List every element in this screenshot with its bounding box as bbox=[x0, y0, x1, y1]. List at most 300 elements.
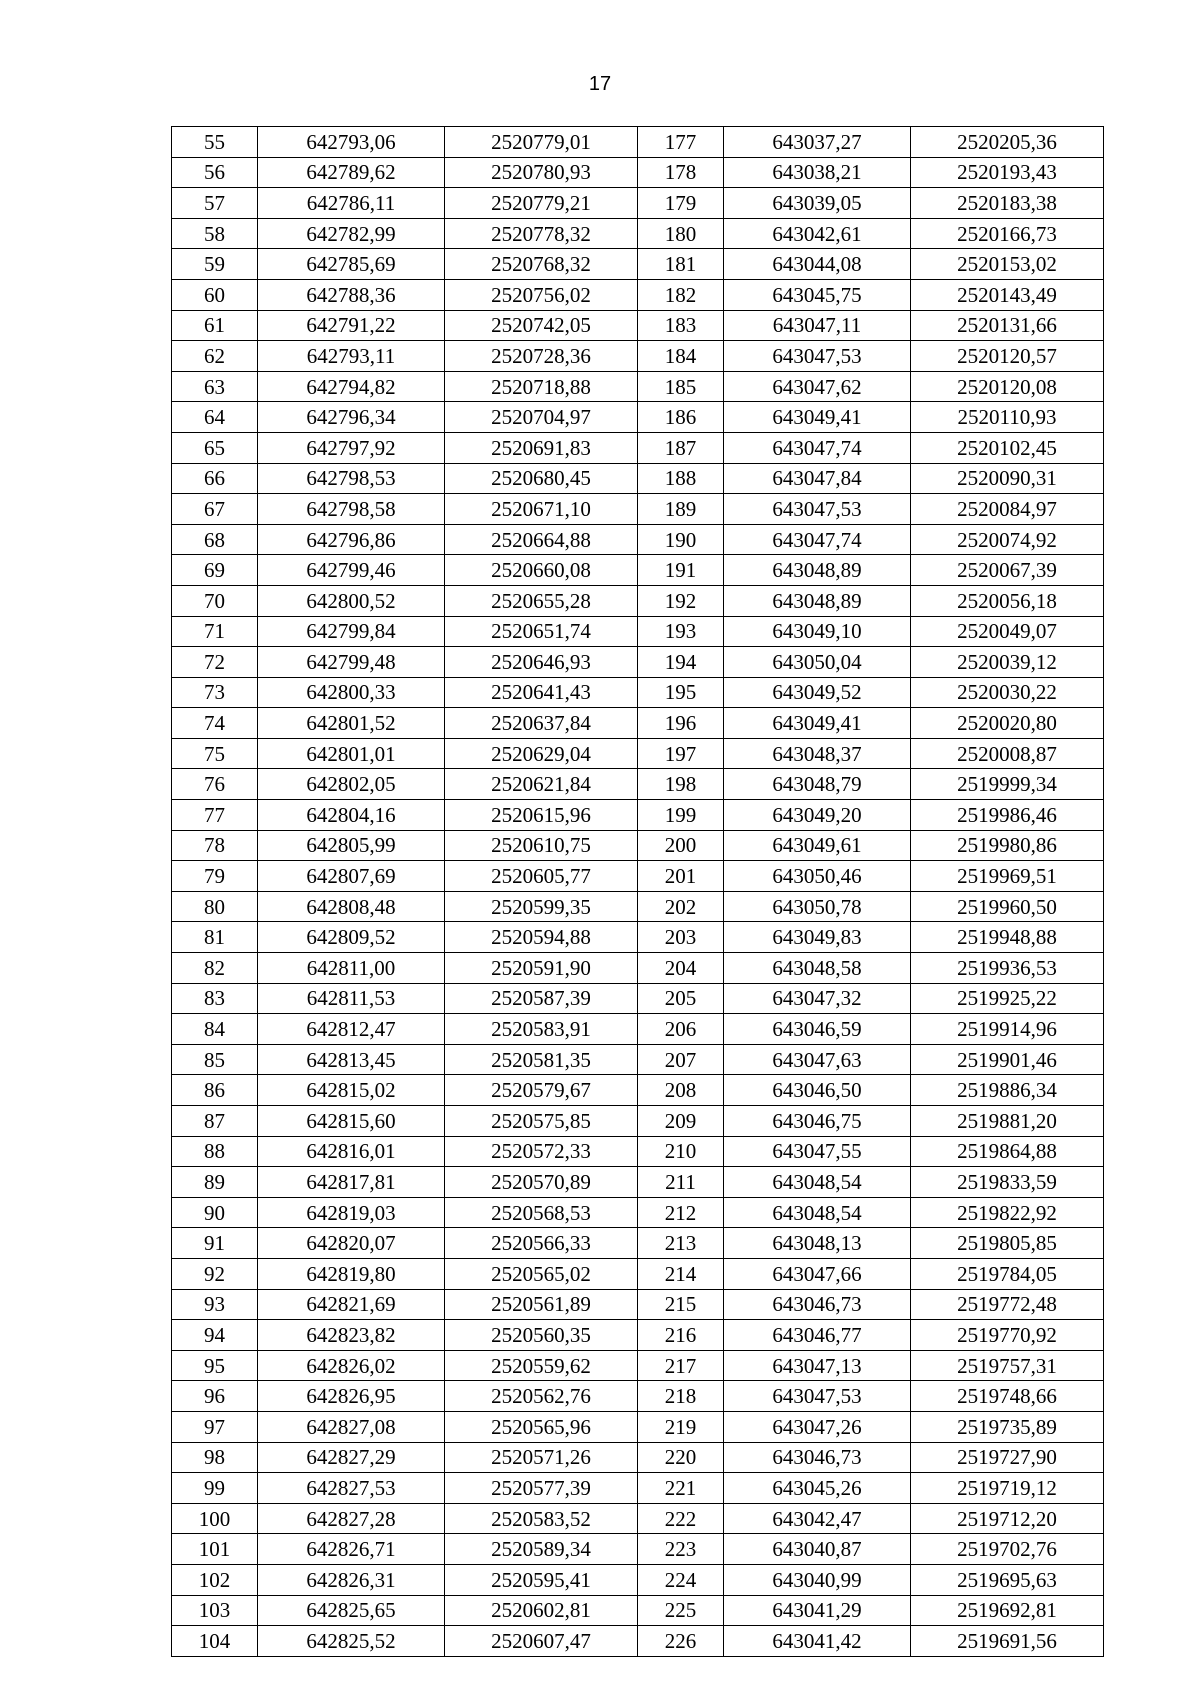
point-number-right: 195 bbox=[638, 677, 724, 708]
point-number-left: 55 bbox=[172, 127, 258, 158]
point-number-left: 98 bbox=[172, 1442, 258, 1473]
point-number-right: 198 bbox=[638, 769, 724, 800]
point-number-right: 205 bbox=[638, 983, 724, 1014]
point-number-right: 223 bbox=[638, 1534, 724, 1565]
table-row bbox=[172, 494, 1104, 525]
y-coordinate-right: 2520143,49 bbox=[911, 279, 1104, 310]
point-number-left: 57 bbox=[172, 188, 258, 219]
table-row bbox=[172, 1014, 1104, 1045]
y-coordinate-right: 2520153,02 bbox=[911, 249, 1104, 280]
x-coordinate-left: 642820,07 bbox=[258, 1228, 445, 1259]
point-number-left: 56 bbox=[172, 157, 258, 188]
x-coordinate-left: 642785,69 bbox=[258, 249, 445, 280]
point-number-left: 90 bbox=[172, 1197, 258, 1228]
point-number-left: 87 bbox=[172, 1106, 258, 1137]
point-number-left: 93 bbox=[172, 1289, 258, 1320]
point-number-right: 191 bbox=[638, 555, 724, 586]
point-number-right: 220 bbox=[638, 1442, 724, 1473]
point-number-left: 75 bbox=[172, 738, 258, 769]
y-coordinate-left: 2520768,32 bbox=[445, 249, 638, 280]
point-number-left: 81 bbox=[172, 922, 258, 953]
y-coordinate-right: 2519719,12 bbox=[911, 1473, 1104, 1504]
y-coordinate-right: 2519925,22 bbox=[911, 983, 1104, 1014]
point-number-left: 97 bbox=[172, 1411, 258, 1442]
x-coordinate-left: 642807,69 bbox=[258, 861, 445, 892]
table-row bbox=[172, 279, 1104, 310]
table-row bbox=[172, 402, 1104, 433]
y-coordinate-left: 2520605,77 bbox=[445, 861, 638, 892]
table-row bbox=[172, 1442, 1104, 1473]
point-number-left: 72 bbox=[172, 647, 258, 678]
y-coordinate-left: 2520691,83 bbox=[445, 432, 638, 463]
y-coordinate-right: 2520102,45 bbox=[911, 432, 1104, 463]
y-coordinate-left: 2520680,45 bbox=[445, 463, 638, 494]
x-coordinate-left: 642796,86 bbox=[258, 524, 445, 555]
y-coordinate-right: 2519748,66 bbox=[911, 1381, 1104, 1412]
point-number-left: 96 bbox=[172, 1381, 258, 1412]
x-coordinate-right: 643049,41 bbox=[724, 402, 911, 433]
x-coordinate-right: 643046,73 bbox=[724, 1442, 911, 1473]
x-coordinate-left: 642817,81 bbox=[258, 1167, 445, 1198]
table-row bbox=[172, 432, 1104, 463]
x-coordinate-right: 643039,05 bbox=[724, 188, 911, 219]
y-coordinate-right: 2519712,20 bbox=[911, 1503, 1104, 1534]
x-coordinate-left: 642791,22 bbox=[258, 310, 445, 341]
point-number-left: 91 bbox=[172, 1228, 258, 1259]
point-number-right: 190 bbox=[638, 524, 724, 555]
x-coordinate-right: 643041,42 bbox=[724, 1626, 911, 1657]
x-coordinate-left: 642825,52 bbox=[258, 1626, 445, 1657]
x-coordinate-right: 643046,50 bbox=[724, 1075, 911, 1106]
x-coordinate-left: 642812,47 bbox=[258, 1014, 445, 1045]
x-coordinate-right: 643049,10 bbox=[724, 616, 911, 647]
point-number-left: 61 bbox=[172, 310, 258, 341]
y-coordinate-right: 2520074,92 bbox=[911, 524, 1104, 555]
y-coordinate-left: 2520615,96 bbox=[445, 800, 638, 831]
point-number-left: 66 bbox=[172, 463, 258, 494]
table-row bbox=[172, 616, 1104, 647]
y-coordinate-right: 2519881,20 bbox=[911, 1106, 1104, 1137]
x-coordinate-left: 642815,02 bbox=[258, 1075, 445, 1106]
table-row bbox=[172, 1595, 1104, 1626]
point-number-right: 183 bbox=[638, 310, 724, 341]
y-coordinate-right: 2519886,34 bbox=[911, 1075, 1104, 1106]
table-row bbox=[172, 157, 1104, 188]
y-coordinate-left: 2520756,02 bbox=[445, 279, 638, 310]
y-coordinate-left: 2520589,34 bbox=[445, 1534, 638, 1565]
point-number-right: 188 bbox=[638, 463, 724, 494]
x-coordinate-left: 642805,99 bbox=[258, 830, 445, 861]
x-coordinate-right: 643038,21 bbox=[724, 157, 911, 188]
y-coordinate-left: 2520595,41 bbox=[445, 1564, 638, 1595]
table-row bbox=[172, 1473, 1104, 1504]
y-coordinate-right: 2520056,18 bbox=[911, 585, 1104, 616]
y-coordinate-left: 2520779,01 bbox=[445, 127, 638, 158]
y-coordinate-right: 2519727,90 bbox=[911, 1442, 1104, 1473]
table-row bbox=[172, 953, 1104, 984]
point-number-left: 99 bbox=[172, 1473, 258, 1504]
x-coordinate-right: 643048,79 bbox=[724, 769, 911, 800]
point-number-left: 80 bbox=[172, 891, 258, 922]
point-number-left: 82 bbox=[172, 953, 258, 984]
y-coordinate-left: 2520559,62 bbox=[445, 1350, 638, 1381]
table-row bbox=[172, 1350, 1104, 1381]
x-coordinate-left: 642782,99 bbox=[258, 218, 445, 249]
point-number-left: 95 bbox=[172, 1350, 258, 1381]
point-number-right: 187 bbox=[638, 432, 724, 463]
point-number-left: 89 bbox=[172, 1167, 258, 1198]
y-coordinate-left: 2520579,67 bbox=[445, 1075, 638, 1106]
y-coordinate-right: 2520090,31 bbox=[911, 463, 1104, 494]
y-coordinate-right: 2520020,80 bbox=[911, 708, 1104, 739]
table-row bbox=[172, 524, 1104, 555]
y-coordinate-left: 2520566,33 bbox=[445, 1228, 638, 1259]
point-number-left: 88 bbox=[172, 1136, 258, 1167]
x-coordinate-right: 643049,52 bbox=[724, 677, 911, 708]
table-row bbox=[172, 555, 1104, 586]
y-coordinate-left: 2520599,35 bbox=[445, 891, 638, 922]
point-number-left: 102 bbox=[172, 1564, 258, 1595]
point-number-left: 83 bbox=[172, 983, 258, 1014]
table-row bbox=[172, 1289, 1104, 1320]
y-coordinate-left: 2520587,39 bbox=[445, 983, 638, 1014]
point-number-right: 218 bbox=[638, 1381, 724, 1412]
x-coordinate-right: 643048,58 bbox=[724, 953, 911, 984]
y-coordinate-right: 2520039,12 bbox=[911, 647, 1104, 678]
y-coordinate-right: 2519695,63 bbox=[911, 1564, 1104, 1595]
point-number-right: 192 bbox=[638, 585, 724, 616]
x-coordinate-right: 643037,27 bbox=[724, 127, 911, 158]
table-row bbox=[172, 1381, 1104, 1412]
point-number-left: 71 bbox=[172, 616, 258, 647]
x-coordinate-left: 642816,01 bbox=[258, 1136, 445, 1167]
y-coordinate-right: 2519757,31 bbox=[911, 1350, 1104, 1381]
table-row bbox=[172, 1534, 1104, 1565]
x-coordinate-left: 642808,48 bbox=[258, 891, 445, 922]
x-coordinate-right: 643050,78 bbox=[724, 891, 911, 922]
x-coordinate-left: 642802,05 bbox=[258, 769, 445, 800]
x-coordinate-left: 642815,60 bbox=[258, 1106, 445, 1137]
point-number-right: 178 bbox=[638, 157, 724, 188]
x-coordinate-left: 642789,62 bbox=[258, 157, 445, 188]
y-coordinate-left: 2520561,89 bbox=[445, 1289, 638, 1320]
point-number-right: 194 bbox=[638, 647, 724, 678]
x-coordinate-right: 643041,29 bbox=[724, 1595, 911, 1626]
point-number-left: 70 bbox=[172, 585, 258, 616]
y-coordinate-left: 2520602,81 bbox=[445, 1595, 638, 1626]
y-coordinate-left: 2520560,35 bbox=[445, 1320, 638, 1351]
table-row bbox=[172, 1044, 1104, 1075]
y-coordinate-left: 2520671,10 bbox=[445, 494, 638, 525]
y-coordinate-right: 2519980,86 bbox=[911, 830, 1104, 861]
x-coordinate-right: 643046,59 bbox=[724, 1014, 911, 1045]
y-coordinate-left: 2520641,43 bbox=[445, 677, 638, 708]
table-row bbox=[172, 647, 1104, 678]
x-coordinate-left: 642821,69 bbox=[258, 1289, 445, 1320]
x-coordinate-left: 642796,34 bbox=[258, 402, 445, 433]
y-coordinate-left: 2520583,91 bbox=[445, 1014, 638, 1045]
y-coordinate-right: 2519770,92 bbox=[911, 1320, 1104, 1351]
point-number-right: 202 bbox=[638, 891, 724, 922]
point-number-right: 189 bbox=[638, 494, 724, 525]
point-number-left: 59 bbox=[172, 249, 258, 280]
y-coordinate-left: 2520610,75 bbox=[445, 830, 638, 861]
x-coordinate-right: 643048,89 bbox=[724, 585, 911, 616]
point-number-left: 85 bbox=[172, 1044, 258, 1075]
y-coordinate-right: 2520166,73 bbox=[911, 218, 1104, 249]
table-row bbox=[172, 1320, 1104, 1351]
y-coordinate-left: 2520570,89 bbox=[445, 1167, 638, 1198]
x-coordinate-right: 643048,89 bbox=[724, 555, 911, 586]
x-coordinate-left: 642800,52 bbox=[258, 585, 445, 616]
table-row bbox=[172, 891, 1104, 922]
y-coordinate-right: 2519936,53 bbox=[911, 953, 1104, 984]
y-coordinate-left: 2520778,32 bbox=[445, 218, 638, 249]
point-number-right: 225 bbox=[638, 1595, 724, 1626]
x-coordinate-left: 642797,92 bbox=[258, 432, 445, 463]
y-coordinate-left: 2520742,05 bbox=[445, 310, 638, 341]
y-coordinate-right: 2519948,88 bbox=[911, 922, 1104, 953]
x-coordinate-right: 643049,20 bbox=[724, 800, 911, 831]
point-number-left: 68 bbox=[172, 524, 258, 555]
table-row bbox=[172, 830, 1104, 861]
point-number-left: 94 bbox=[172, 1320, 258, 1351]
point-number-right: 222 bbox=[638, 1503, 724, 1534]
table-row bbox=[172, 1626, 1104, 1657]
x-coordinate-left: 642823,82 bbox=[258, 1320, 445, 1351]
point-number-right: 181 bbox=[638, 249, 724, 280]
point-number-right: 216 bbox=[638, 1320, 724, 1351]
x-coordinate-right: 643045,26 bbox=[724, 1473, 911, 1504]
table-row bbox=[172, 341, 1104, 372]
point-number-left: 65 bbox=[172, 432, 258, 463]
y-coordinate-right: 2519692,81 bbox=[911, 1595, 1104, 1626]
point-number-left: 101 bbox=[172, 1534, 258, 1565]
point-number-right: 217 bbox=[638, 1350, 724, 1381]
point-number-right: 214 bbox=[638, 1258, 724, 1289]
x-coordinate-left: 642827,29 bbox=[258, 1442, 445, 1473]
x-coordinate-left: 642801,01 bbox=[258, 738, 445, 769]
x-coordinate-left: 642801,52 bbox=[258, 708, 445, 739]
y-coordinate-left: 2520565,96 bbox=[445, 1411, 638, 1442]
table-row bbox=[172, 249, 1104, 280]
y-coordinate-right: 2520110,93 bbox=[911, 402, 1104, 433]
y-coordinate-right: 2520193,43 bbox=[911, 157, 1104, 188]
table-row bbox=[172, 1197, 1104, 1228]
y-coordinate-left: 2520651,74 bbox=[445, 616, 638, 647]
y-coordinate-left: 2520607,47 bbox=[445, 1626, 638, 1657]
y-coordinate-right: 2519999,34 bbox=[911, 769, 1104, 800]
point-number-right: 219 bbox=[638, 1411, 724, 1442]
y-coordinate-left: 2520728,36 bbox=[445, 341, 638, 372]
y-coordinate-right: 2520205,36 bbox=[911, 127, 1104, 158]
page-number: 17 bbox=[588, 73, 612, 95]
x-coordinate-right: 643042,61 bbox=[724, 218, 911, 249]
x-coordinate-left: 642788,36 bbox=[258, 279, 445, 310]
x-coordinate-left: 642793,06 bbox=[258, 127, 445, 158]
point-number-right: 206 bbox=[638, 1014, 724, 1045]
table-row bbox=[172, 769, 1104, 800]
table-row bbox=[172, 1106, 1104, 1137]
x-coordinate-left: 642819,03 bbox=[258, 1197, 445, 1228]
x-coordinate-right: 643049,41 bbox=[724, 708, 911, 739]
y-coordinate-right: 2519969,51 bbox=[911, 861, 1104, 892]
x-coordinate-right: 643048,37 bbox=[724, 738, 911, 769]
x-coordinate-right: 643047,55 bbox=[724, 1136, 911, 1167]
point-number-right: 193 bbox=[638, 616, 724, 647]
point-number-left: 60 bbox=[172, 279, 258, 310]
point-number-right: 199 bbox=[638, 800, 724, 831]
x-coordinate-right: 643049,61 bbox=[724, 830, 911, 861]
x-coordinate-left: 642800,33 bbox=[258, 677, 445, 708]
table-row bbox=[172, 1503, 1104, 1534]
y-coordinate-right: 2520183,38 bbox=[911, 188, 1104, 219]
x-coordinate-right: 643049,83 bbox=[724, 922, 911, 953]
x-coordinate-right: 643040,87 bbox=[724, 1534, 911, 1565]
point-number-right: 197 bbox=[638, 738, 724, 769]
point-number-right: 224 bbox=[638, 1564, 724, 1595]
y-coordinate-right: 2520084,97 bbox=[911, 494, 1104, 525]
table-row bbox=[172, 1411, 1104, 1442]
table-row bbox=[172, 310, 1104, 341]
table-row bbox=[172, 1136, 1104, 1167]
table-row bbox=[172, 371, 1104, 402]
point-number-right: 200 bbox=[638, 830, 724, 861]
y-coordinate-left: 2520583,52 bbox=[445, 1503, 638, 1534]
x-coordinate-left: 642813,45 bbox=[258, 1044, 445, 1075]
point-number-left: 76 bbox=[172, 769, 258, 800]
table-row bbox=[172, 188, 1104, 219]
y-coordinate-right: 2519702,76 bbox=[911, 1534, 1104, 1565]
x-coordinate-right: 643047,53 bbox=[724, 494, 911, 525]
x-coordinate-right: 643047,66 bbox=[724, 1258, 911, 1289]
y-coordinate-right: 2519960,50 bbox=[911, 891, 1104, 922]
point-number-right: 212 bbox=[638, 1197, 724, 1228]
x-coordinate-left: 642825,65 bbox=[258, 1595, 445, 1626]
point-number-right: 182 bbox=[638, 279, 724, 310]
x-coordinate-left: 642811,00 bbox=[258, 953, 445, 984]
y-coordinate-right: 2519691,56 bbox=[911, 1626, 1104, 1657]
x-coordinate-right: 643046,77 bbox=[724, 1320, 911, 1351]
x-coordinate-left: 642799,84 bbox=[258, 616, 445, 647]
point-number-right: 186 bbox=[638, 402, 724, 433]
y-coordinate-left: 2520629,04 bbox=[445, 738, 638, 769]
x-coordinate-right: 643050,04 bbox=[724, 647, 911, 678]
point-number-right: 184 bbox=[638, 341, 724, 372]
x-coordinate-left: 642826,31 bbox=[258, 1564, 445, 1595]
table-row bbox=[172, 677, 1104, 708]
point-number-left: 73 bbox=[172, 677, 258, 708]
x-coordinate-right: 643047,13 bbox=[724, 1350, 911, 1381]
x-coordinate-right: 643048,54 bbox=[724, 1197, 911, 1228]
x-coordinate-left: 642793,11 bbox=[258, 341, 445, 372]
table-row bbox=[172, 1258, 1104, 1289]
table-row bbox=[172, 983, 1104, 1014]
y-coordinate-left: 2520577,39 bbox=[445, 1473, 638, 1504]
y-coordinate-right: 2519822,92 bbox=[911, 1197, 1104, 1228]
y-coordinate-right: 2519735,89 bbox=[911, 1411, 1104, 1442]
point-number-right: 203 bbox=[638, 922, 724, 953]
x-coordinate-left: 642827,28 bbox=[258, 1503, 445, 1534]
point-number-left: 103 bbox=[172, 1595, 258, 1626]
x-coordinate-right: 643047,63 bbox=[724, 1044, 911, 1075]
x-coordinate-left: 642819,80 bbox=[258, 1258, 445, 1289]
y-coordinate-left: 2520562,76 bbox=[445, 1381, 638, 1412]
point-number-left: 77 bbox=[172, 800, 258, 831]
y-coordinate-left: 2520779,21 bbox=[445, 188, 638, 219]
x-coordinate-right: 643047,74 bbox=[724, 432, 911, 463]
y-coordinate-right: 2519914,96 bbox=[911, 1014, 1104, 1045]
y-coordinate-right: 2520120,08 bbox=[911, 371, 1104, 402]
y-coordinate-right: 2519805,85 bbox=[911, 1228, 1104, 1259]
point-number-left: 86 bbox=[172, 1075, 258, 1106]
y-coordinate-left: 2520655,28 bbox=[445, 585, 638, 616]
y-coordinate-left: 2520664,88 bbox=[445, 524, 638, 555]
x-coordinate-left: 642827,08 bbox=[258, 1411, 445, 1442]
x-coordinate-left: 642799,46 bbox=[258, 555, 445, 586]
x-coordinate-right: 643047,62 bbox=[724, 371, 911, 402]
y-coordinate-right: 2519784,05 bbox=[911, 1258, 1104, 1289]
x-coordinate-right: 643047,32 bbox=[724, 983, 911, 1014]
y-coordinate-left: 2520704,97 bbox=[445, 402, 638, 433]
y-coordinate-left: 2520568,53 bbox=[445, 1197, 638, 1228]
point-number-right: 179 bbox=[638, 188, 724, 219]
table-row bbox=[172, 1228, 1104, 1259]
y-coordinate-left: 2520581,35 bbox=[445, 1044, 638, 1075]
table-row bbox=[172, 708, 1104, 739]
y-coordinate-right: 2519864,88 bbox=[911, 1136, 1104, 1167]
coordinates-table-body bbox=[172, 127, 1104, 1657]
x-coordinate-left: 642799,48 bbox=[258, 647, 445, 678]
x-coordinate-left: 642786,11 bbox=[258, 188, 445, 219]
table-row bbox=[172, 585, 1104, 616]
table-row bbox=[172, 861, 1104, 892]
y-coordinate-left: 2520718,88 bbox=[445, 371, 638, 402]
y-coordinate-left: 2520565,02 bbox=[445, 1258, 638, 1289]
x-coordinate-left: 642798,58 bbox=[258, 494, 445, 525]
y-coordinate-right: 2520067,39 bbox=[911, 555, 1104, 586]
point-number-right: 215 bbox=[638, 1289, 724, 1320]
point-number-right: 226 bbox=[638, 1626, 724, 1657]
x-coordinate-right: 643040,99 bbox=[724, 1564, 911, 1595]
x-coordinate-left: 642826,95 bbox=[258, 1381, 445, 1412]
y-coordinate-right: 2519833,59 bbox=[911, 1167, 1104, 1198]
point-number-right: 211 bbox=[638, 1167, 724, 1198]
table-row bbox=[172, 738, 1104, 769]
x-coordinate-left: 642826,71 bbox=[258, 1534, 445, 1565]
point-number-right: 196 bbox=[638, 708, 724, 739]
point-number-left: 78 bbox=[172, 830, 258, 861]
point-number-right: 185 bbox=[638, 371, 724, 402]
point-number-left: 69 bbox=[172, 555, 258, 586]
point-number-right: 209 bbox=[638, 1106, 724, 1137]
y-coordinate-right: 2519772,48 bbox=[911, 1289, 1104, 1320]
x-coordinate-left: 642826,02 bbox=[258, 1350, 445, 1381]
point-number-left: 64 bbox=[172, 402, 258, 433]
y-coordinate-right: 2520030,22 bbox=[911, 677, 1104, 708]
y-coordinate-left: 2520646,93 bbox=[445, 647, 638, 678]
table-row bbox=[172, 1564, 1104, 1595]
point-number-left: 63 bbox=[172, 371, 258, 402]
y-coordinate-left: 2520780,93 bbox=[445, 157, 638, 188]
y-coordinate-left: 2520575,85 bbox=[445, 1106, 638, 1137]
y-coordinate-right: 2520131,66 bbox=[911, 310, 1104, 341]
x-coordinate-left: 642811,53 bbox=[258, 983, 445, 1014]
point-number-left: 84 bbox=[172, 1014, 258, 1045]
y-coordinate-left: 2520591,90 bbox=[445, 953, 638, 984]
y-coordinate-right: 2519901,46 bbox=[911, 1044, 1104, 1075]
x-coordinate-right: 643048,13 bbox=[724, 1228, 911, 1259]
